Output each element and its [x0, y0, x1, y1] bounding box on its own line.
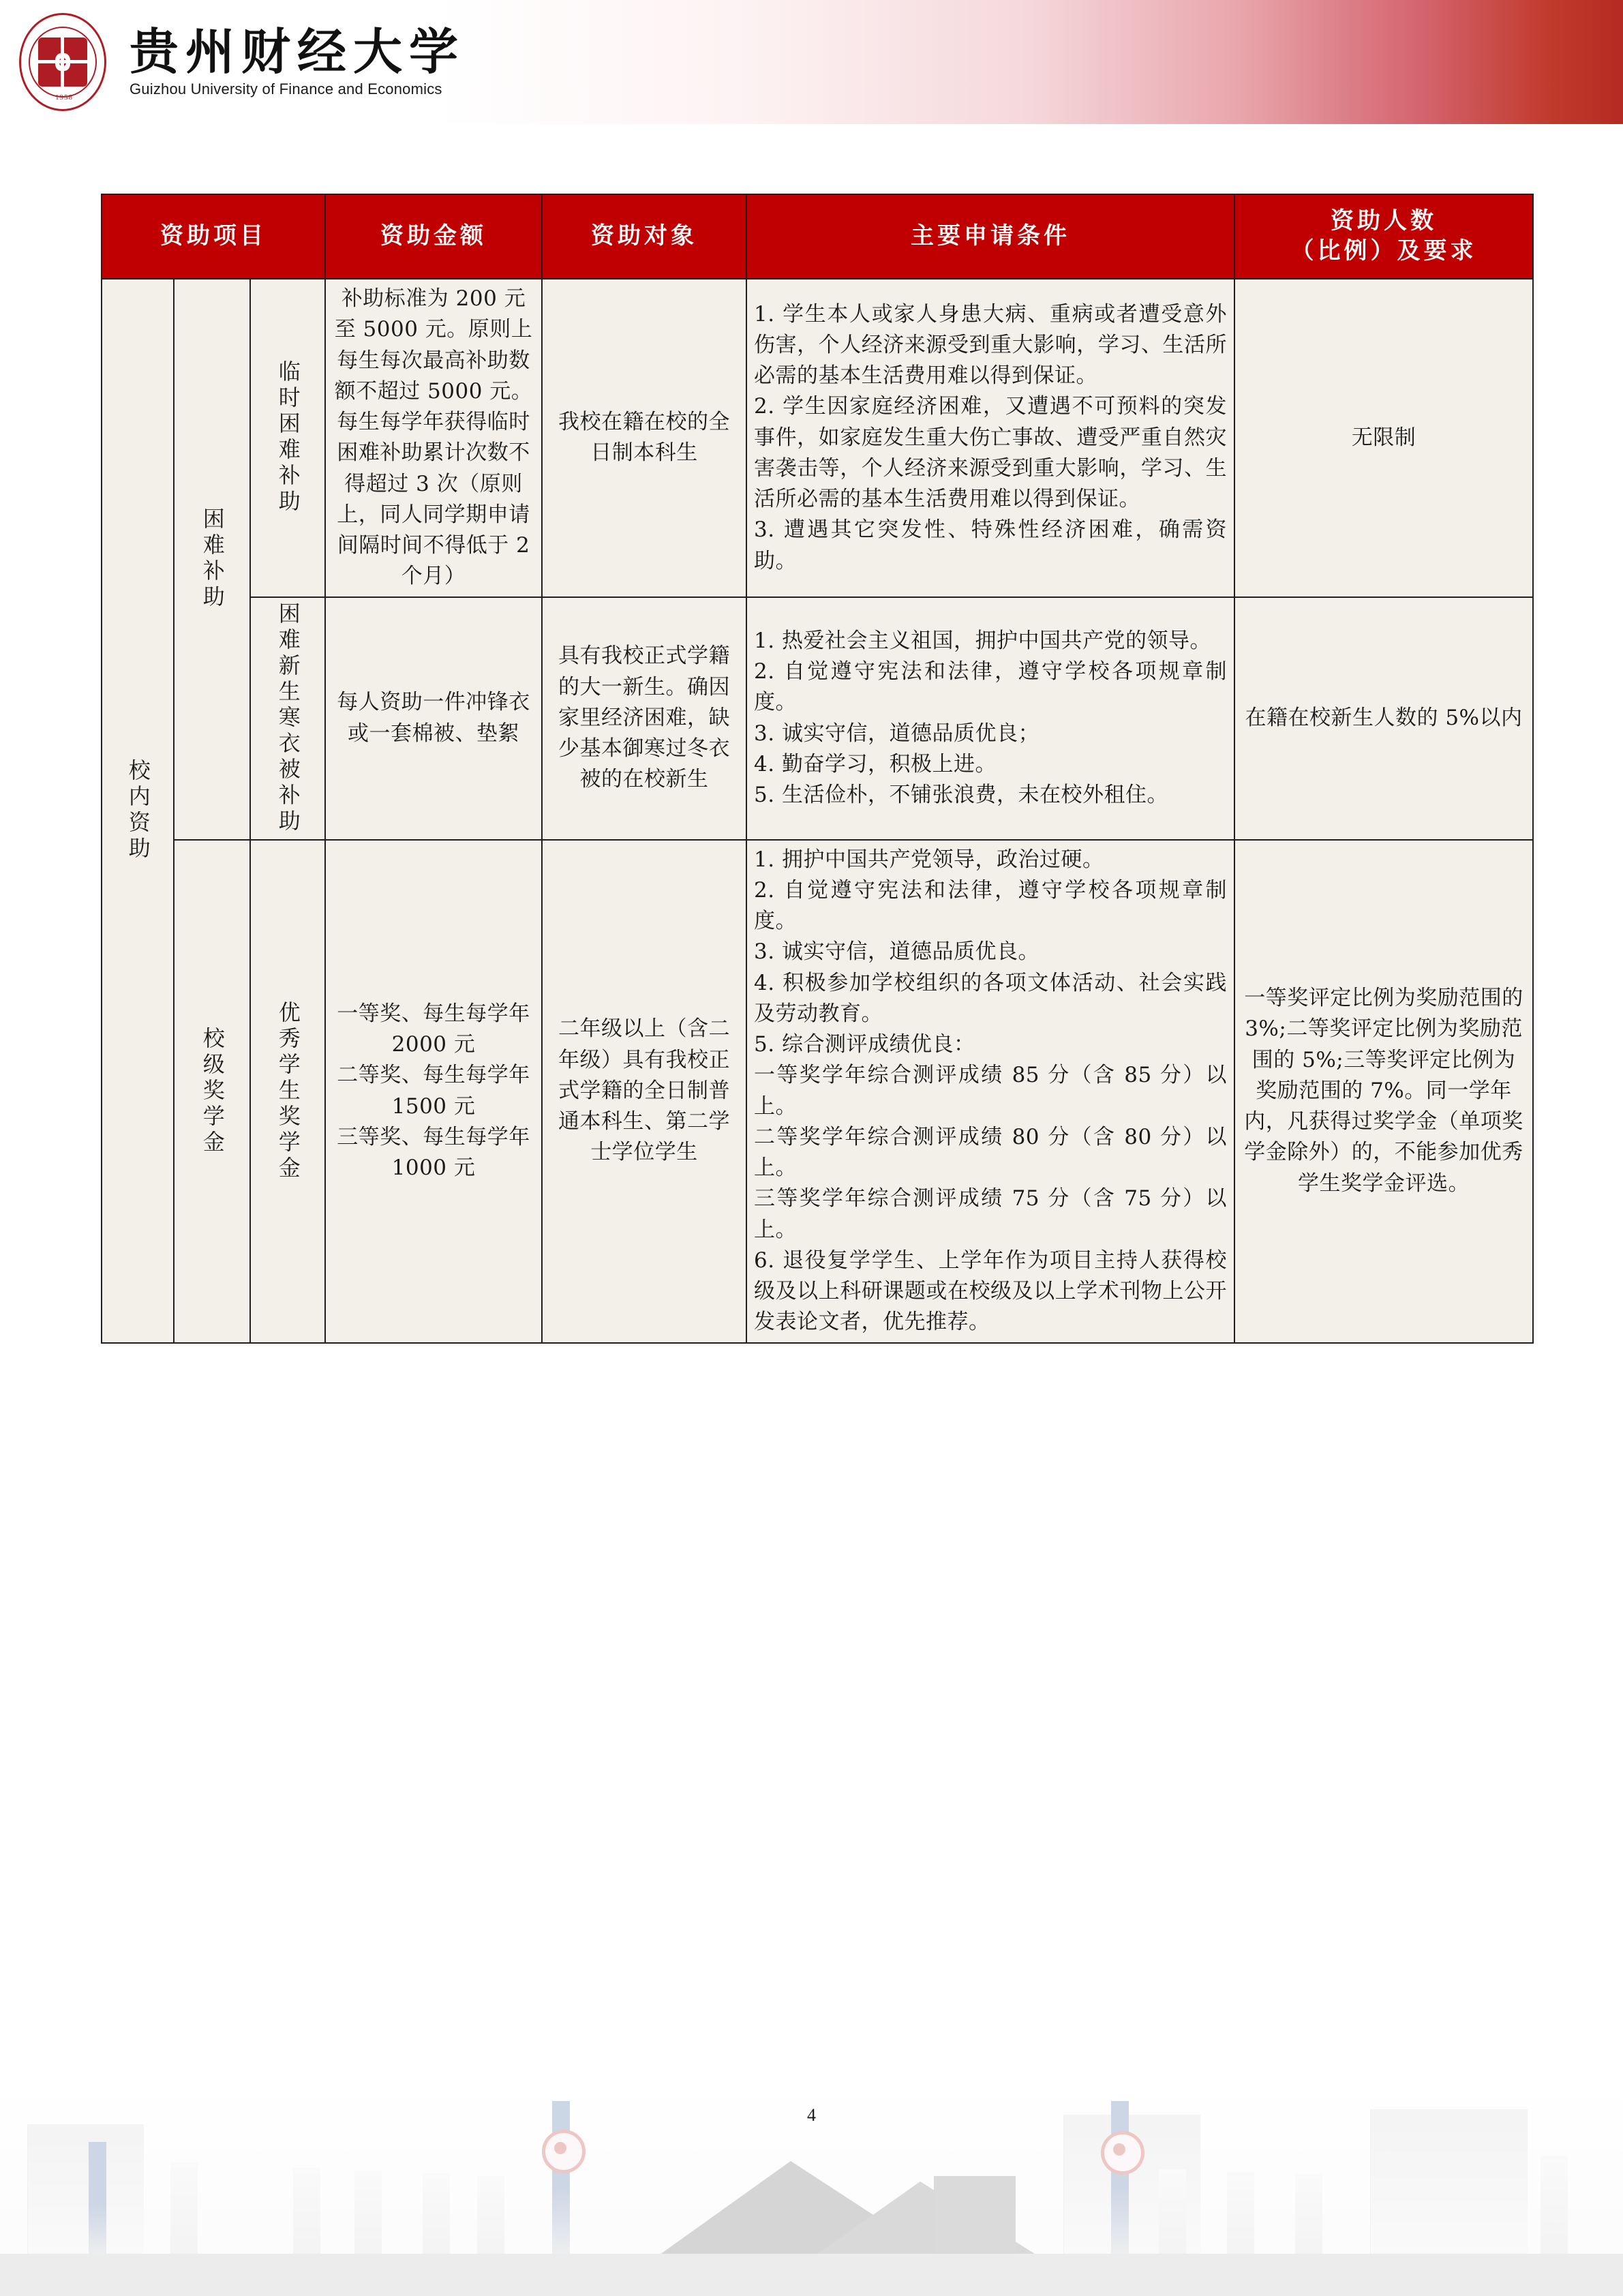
condition-item: 5. 生活俭朴，不铺张浪费，未在校外租住。	[754, 783, 1168, 807]
condition-item: 5. 综合测评成绩优良：	[754, 1032, 975, 1057]
condition-item: 一等奖学年综合测评成绩 85 分（含 85 分）以上。	[754, 1063, 1228, 1119]
column-header-project: 资助项目	[102, 194, 325, 279]
seal-year-label: 1958	[55, 93, 73, 102]
cell-quota-temporary-hardship	[1234, 279, 1533, 597]
cell-conditions-winter-clothing	[746, 597, 1234, 840]
cell-amount-winter-clothing	[325, 597, 542, 840]
quota-text: 在籍在校新生人数的 5%以内	[1245, 705, 1523, 730]
cell-item-excellent-student-scholarship	[250, 840, 325, 1343]
cell-target-temporary-hardship	[542, 279, 746, 597]
column-header-conditions: 主要申请条件	[746, 194, 1234, 279]
table-row	[102, 840, 1533, 1343]
cell-amount-temporary-hardship	[325, 279, 542, 597]
amount-text: 每人资助一件冲锋衣或一套棉被、垫絮	[337, 690, 530, 746]
item-label: 优秀学生奖学金	[275, 1000, 301, 1182]
group-label: 校级奖学金	[199, 1026, 226, 1156]
condition-item: 4. 积极参加学校组织的各项文体活动、社会实践及劳动教育。	[754, 970, 1228, 1026]
cell-quota-excellent-student-scholarship	[1234, 840, 1533, 1343]
cell-conditions-temporary-hardship	[746, 279, 1234, 597]
condition-item: 3. 遭遇其它突发性、特殊性经济困难，确需资助。	[754, 517, 1228, 573]
amount-text: 补助标准为 200 元至 5000 元。原则上每生每次最高补助数额不超过 5000 元。每生每学年获得临时困难补助累计次数不得超过 3 次（原则上，同人同学期申请间隔时间不得低于 2 个月）	[334, 286, 533, 589]
table-header-row	[102, 194, 1533, 279]
university-wordmark	[130, 22, 466, 98]
cell-conditions-excellent-student-scholarship	[746, 840, 1234, 1343]
cell-item-winter-clothing	[250, 597, 325, 840]
quota-text: 一等奖评定比例为奖励范围的 3%;二等奖评定比例为奖励范围的 5%;三等奖评定比例为奖励范围的 7%。同一学年内，凡获得过奖学金（单项奖学金除外）的，不能参加优秀学生奖学金评选。	[1244, 986, 1523, 1196]
column-header-quota	[1234, 194, 1533, 279]
condition-item: 三等奖学年综合测评成绩 75 分（含 75 分）以上。	[754, 1186, 1228, 1242]
cell-target-excellent-student-scholarship	[542, 840, 746, 1343]
column-header-amount: 资助金额	[325, 194, 542, 279]
university-name-en: Guizhou University of Finance and Economics	[130, 80, 442, 97]
condition-item: 2. 自觉遵守宪法和法律，遵守学校各项规章制度。	[754, 659, 1228, 715]
column-header-quota-line1: 资助人数	[1331, 207, 1438, 235]
table-row	[102, 279, 1533, 597]
column-header-target: 资助对象	[542, 194, 746, 279]
target-text: 二年级以上（含二年级）具有我校正式学籍的全日制普通本科生、第二学士学位学生	[558, 1016, 731, 1165]
table-row	[102, 597, 1533, 840]
cell-category-internal-aid	[102, 279, 174, 1343]
condition-item: 1. 热爱社会主义祖国，拥护中国共产党的领导。	[754, 628, 1211, 653]
item-label: 困难新生寒衣被补助	[275, 601, 301, 835]
amount-line: 三等奖、每生每学年 1000 元	[337, 1124, 530, 1180]
cell-group-school-scholarship	[174, 840, 250, 1343]
cell-item-temporary-hardship	[250, 279, 325, 597]
quota-text: 无限制	[1351, 425, 1416, 450]
university-name-cn: 贵州财经大学	[130, 22, 466, 81]
condition-item: 2. 学生因家庭经济困难，又遭遇不可预料的突发事件，如家庭发生重大伤亡事故、遭受严重自然灾害袭击等，个人经济来源受到重大影响，学习、生活所必需的基本生活费用难以得到保证。	[754, 394, 1228, 512]
condition-item: 6. 退役复学学生、上学年作为项目主持人获得校级及以上科研课题或在校级及以上学术刊物上公开发表论文者，优先推荐。	[754, 1248, 1228, 1335]
item-label: 临时困难补助	[275, 360, 301, 516]
condition-item: 2. 自觉遵守宪法和法律，遵守学校各项规章制度。	[754, 877, 1228, 933]
condition-item: 1. 拥护中国共产党领导，政治过硬。	[754, 847, 1104, 872]
target-text: 具有我校正式学籍的大一新生。确因家里经济困难，缺少基本御寒过冬衣被的在校新生	[558, 644, 731, 792]
condition-item: 3. 诚实守信，道德品质优良。	[754, 939, 1040, 965]
cell-quota-winter-clothing	[1234, 597, 1533, 840]
amount-line: 二等奖、每生每学年 1500 元	[337, 1063, 530, 1119]
category-label: 校内资助	[125, 759, 151, 863]
cell-group-hardship-subsidy	[174, 279, 250, 840]
condition-item: 二等奖学年综合测评成绩 80 分（含 80 分）以上。	[754, 1124, 1228, 1180]
cell-target-winter-clothing	[542, 597, 746, 840]
column-header-quota-line2: （比例）及要求	[1290, 237, 1477, 265]
target-text: 我校在籍在校的全日制本科生	[558, 410, 731, 466]
cell-amount-excellent-student-scholarship	[325, 840, 542, 1343]
amount-line: 一等奖、每生每学年 2000 元	[337, 1001, 530, 1057]
page-number: 4	[807, 2105, 816, 2125]
financial-aid-table	[101, 194, 1534, 1344]
university-seal-icon	[14, 12, 115, 112]
condition-item: 1. 学生本人或家人身患大病、重病或者遭受意外伤害，个人经济来源受到重大影响，学习、生活所必需的基本生活费用难以得到保证。	[754, 301, 1228, 389]
page-content	[0, 124, 1623, 2083]
group-label: 困难补助	[199, 507, 226, 611]
condition-item: 3. 诚实守信，道德品质优良；	[754, 721, 1040, 746]
header-identity	[0, 0, 465, 124]
page-header-banner	[0, 0, 1623, 124]
condition-item: 4. 勤奋学习，积极上进。	[754, 751, 997, 776]
